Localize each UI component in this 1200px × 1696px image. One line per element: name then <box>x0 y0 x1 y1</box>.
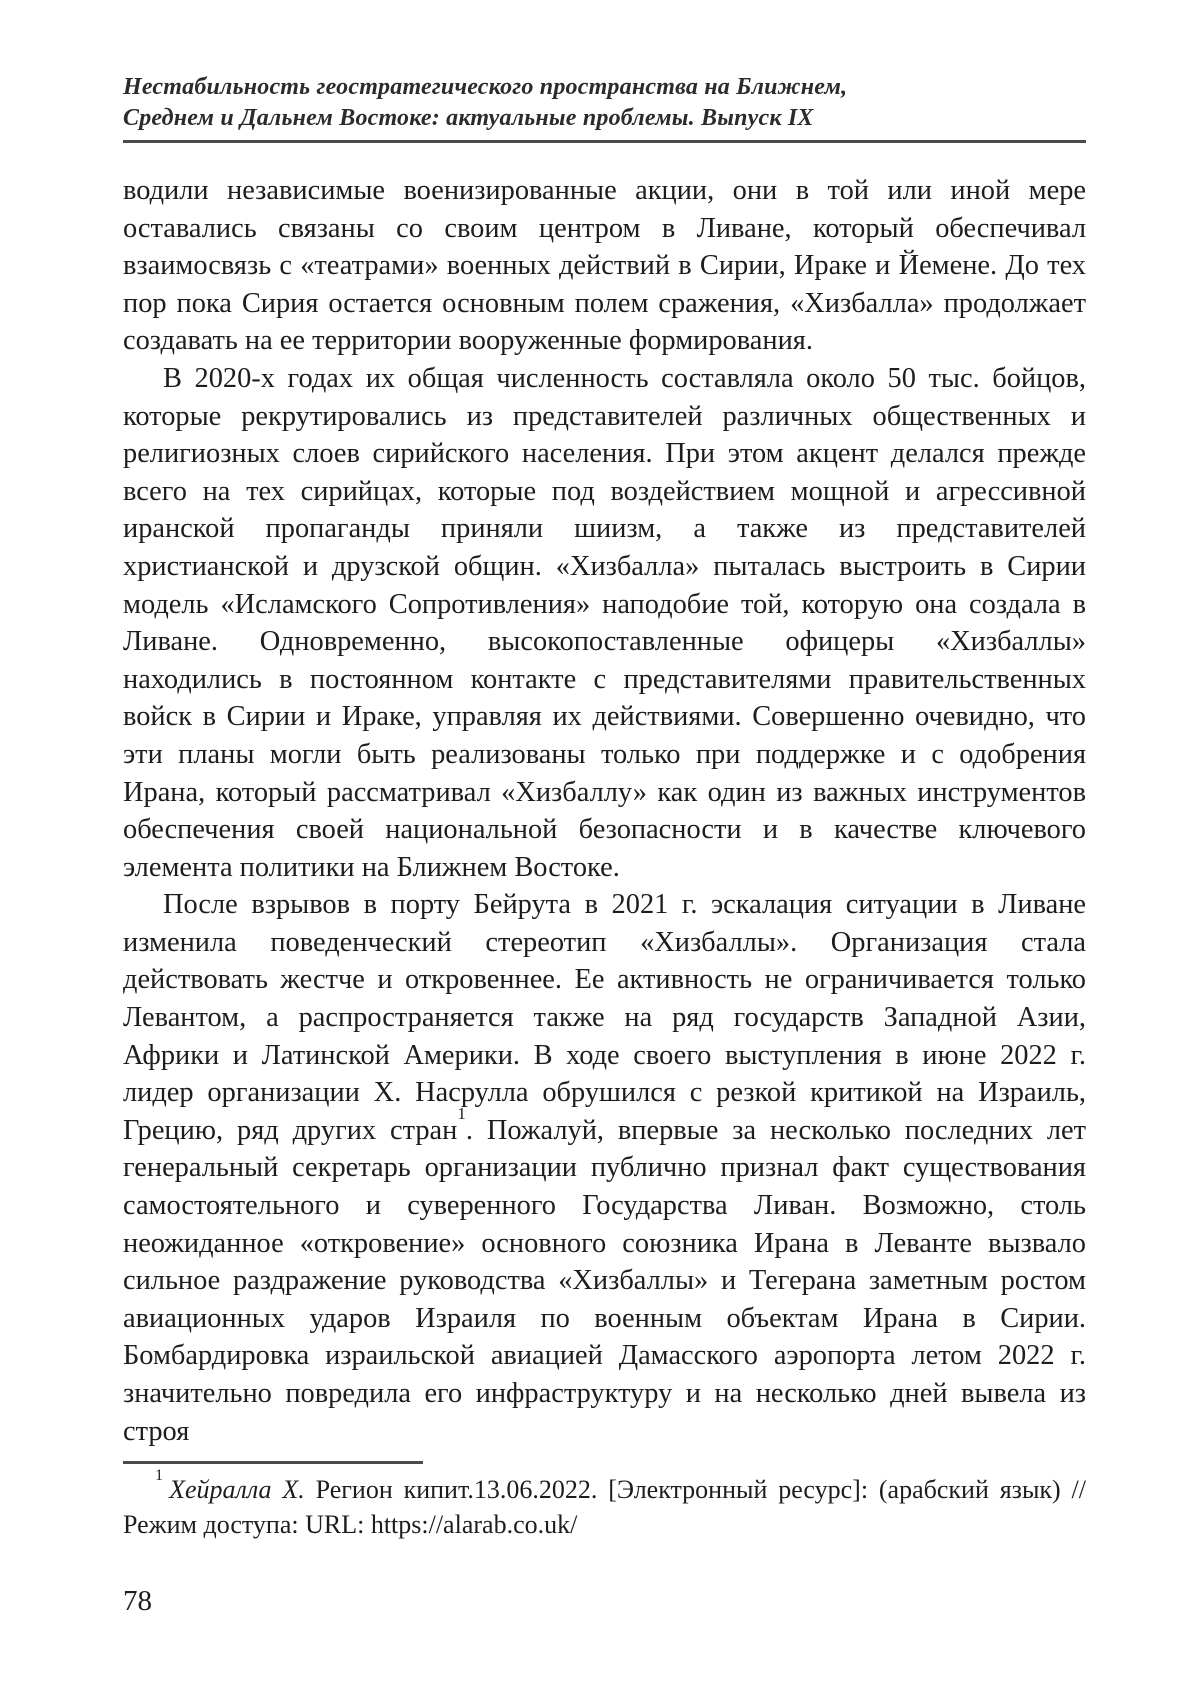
paragraph-2: В 2020-х годах их общая численность составляла около 50 тыс. бойцов, которые рекрутировались из представителей различных общественных и религиозных слоев сирийского населения. При этом акцент делался прежде всего на тех сирийцах, которые под воздействием мощной и агрессивной иранской пропаганды приняли шиизм, а также из представителей христианской и друзской общин. «Хизбалла» пыталась выстроить в Сирии модель «Исламского Сопротивления» наподобие той, которую она создала в Ливане. Одновременно, высокопоставленные офицеры «Хизбаллы» находились в постоянном контакте с представителями правительственных войск в Сирии и Ираке, управляя их действиями. Совершенно очевидно, что эти планы могли быть реализованы только при поддержке и с одобрения Ирана, который рассматривал «Хизбаллу» как один из важных инструментов обеспечения своей национальной безопасности и в качестве ключевого элемента политики на Ближнем Востоке. <box>123 362 1086 883</box>
footnote <box>123 1466 1087 1542</box>
paragraph-3-text-after-reference: . Пожалуй, впервые за несколько последних лет генеральный секретарь организации публично признал факт существования самостоятельного и суверенного Государства Ливан. Возможно, столь неожиданное «откровение» основного союзника Ирана в Леванте вызвало сильное раздражение руководства «Хизбаллы» и Тегерана заметным ростом авиационных ударов Израиля по военным объектам Ирана в Сирии. Бомбардировка израильской авиацией Дамасского аэропорта летом 2022 г. значительно повредила его инфраструктуру и на несколько дней вывела из строя <box>123 1114 1086 1447</box>
footnote-author: Хейралла Х. <box>169 1475 305 1505</box>
running-header-line-1: Нестабильность геостратегического пространства на Ближнем, <box>123 74 848 100</box>
body-text <box>123 172 1086 1450</box>
footnote-text-body: Регион кипит.13.06.2022. [Электронный ресурс]: (арабский язык) // Режим доступа: URL: https://alarab.co.uk/ <box>123 1475 1087 1539</box>
paragraph-3 <box>123 886 1086 1450</box>
paragraph-3-text-before-reference: После взрывов в порту Бейрута в 2021 г. эскалация ситуации в Ливане изменила поведенческий стереотип «Хизбаллы». Организация стала действовать жестче и откровеннее. Ее активность не ограничивается только Левантом, а распространяется также на ряд государств Западной Азии, Африки и Латинской Америки. В ходе своего выступления в июне 2022 г. лидер организации Х. Насрулла обрушился с резкой критикой на Израиль, Грецию, ряд других стран <box>123 889 1086 1146</box>
paragraph-continuation: водили независимые военизированные акции, они в той или иной мере оставались связаны со своим центром в Ливане, который обеспечивал взаимосвязь с «театрами» военных действий в Сирии, Ираке и Йемене. До тех пор пока Сирия остается основным полем сражения, «Хизбалла» продолжает создавать на ее территории вооруженные формирования. <box>123 175 1086 357</box>
footnote-rule <box>123 1461 423 1464</box>
header-rule <box>123 140 1086 143</box>
page-number: 78 <box>123 1585 152 1617</box>
footnote-entry <box>123 1466 1087 1542</box>
footnote-reference-mark: 1 <box>457 1104 466 1124</box>
page-content <box>123 0 1086 1542</box>
running-header-line-2: Среднем и Дальнем Востоке: актуальные проблемы. Выпуск IX <box>123 105 814 131</box>
footnote-marker: 1 <box>155 1466 164 1484</box>
running-header <box>123 72 1086 134</box>
